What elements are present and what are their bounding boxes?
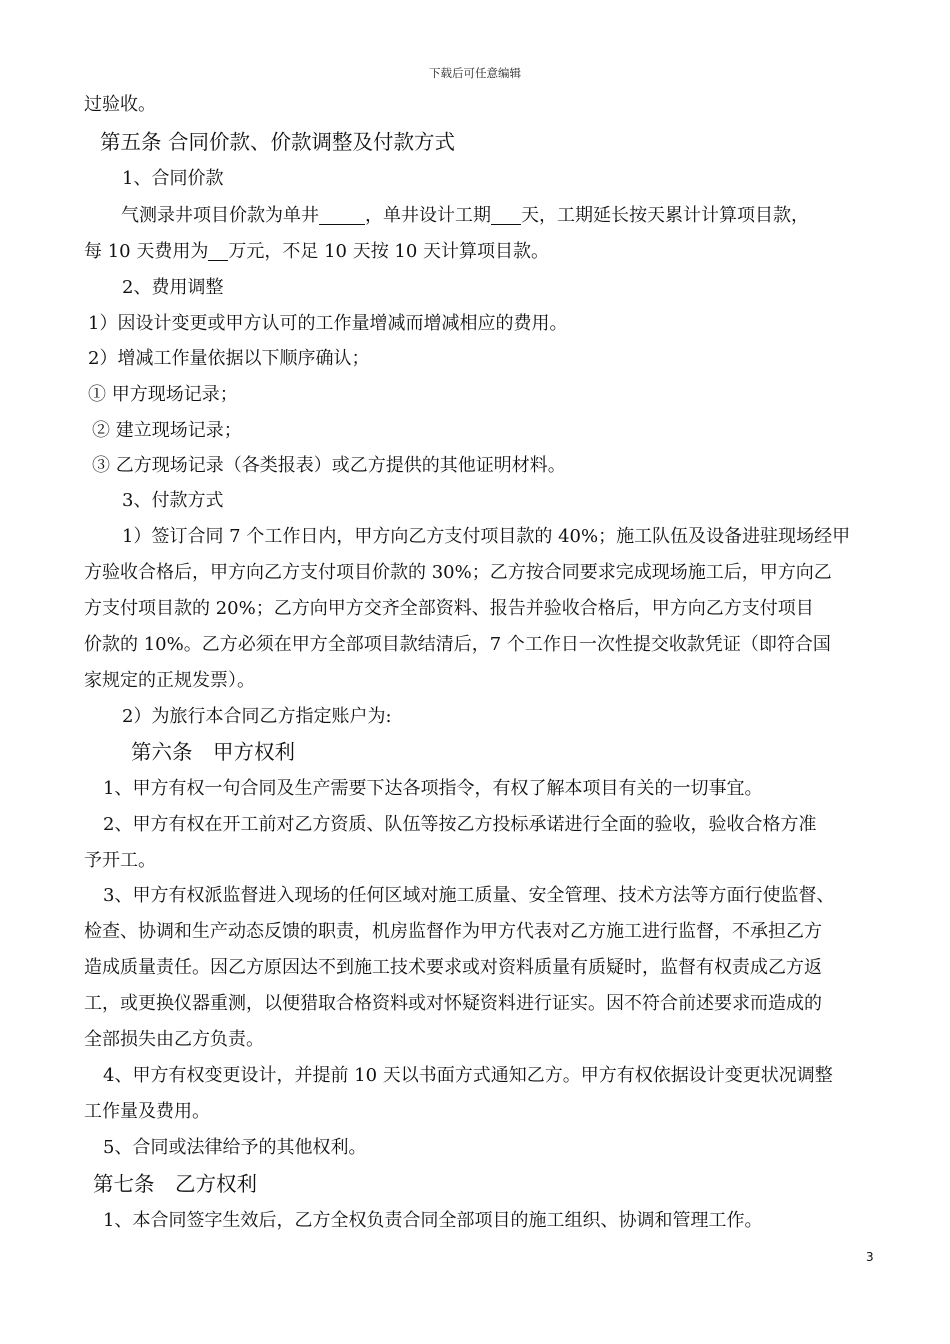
body-text: 1）签订合同 7 个工作日内，甲方向乙方支付项目款的 40%；施工队伍及设备进驻现场经甲 [122,526,851,547]
subsection-heading: 2、费用调整 [122,277,224,298]
section-heading: 第七条 乙方权利 [93,1172,257,1196]
body-text: ① 甲方现场记录； [88,384,238,405]
body-text [121,204,809,228]
text-fragment: ，单井设计工期 [365,205,491,226]
subsection-heading: 1、合同价款 [122,168,224,189]
body-text: 予开工。 [84,850,156,871]
section-heading: 第六条 甲方权利 [131,740,295,764]
blank-underline [208,242,228,261]
body-text: 全部损失由乙方负责。 [84,1029,264,1050]
body-text: 过验收。 [84,94,156,115]
body-text: 3、甲方有权派监督进入现场的任何区域对施工质量、安全管理、技术方法等方面行使监督、 [103,885,835,906]
body-text: 1、甲方有权一句合同及生产需要下达各项指令，有权了解本项目有关的一切事宜。 [103,778,763,799]
body-text: 工，或更换仪器重测，以便猎取合格资料或对怀疑资料进行证实。因不符合前述要求而造成的 [84,993,822,1014]
body-text: 2）增减工作量依据以下顺序确认； [88,348,370,369]
body-text: 家规定的正规发票）。 [84,670,255,691]
blank-underline [491,206,521,225]
text-fragment: 万元，不足 10 天按 10 天计算项目款。 [228,241,550,262]
body-text: 1、本合同签字生效后，乙方全权负责合同全部项目的施工组织、协调和管理工作。 [103,1210,763,1231]
body-text: 工作量及费用。 [84,1101,210,1122]
text-fragment: 气测录井项目价款为单井 [121,205,319,226]
text-fragment: 天，工期延长按天累计计算项目款， [521,205,809,226]
blank-underline [319,206,365,225]
text-fragment: 每 10 天费用为 [84,241,209,262]
body-text: 造成质量责任。因乙方原因达不到施工技术要求或对资料质量有质疑时，监督有权责成乙方返 [84,957,822,978]
body-text: 方支付项目款的 20%；乙方向甲方交齐全部资料、报告并验收合格后，甲方向乙方支付项目 [84,598,814,619]
page-number: 3 [866,1250,874,1264]
body-text [84,240,549,264]
subsection-heading: 3、付款方式 [122,490,224,511]
body-text: 检查、协调和生产动态反馈的职责，机房监督作为甲方代表对乙方施工进行监督，不承担乙方 [84,921,822,942]
body-text: 4、甲方有权变更设计，并提前 10 天以书面方式通知乙方。甲方有权依据设计变更状况调整 [103,1065,833,1086]
body-text: 5、合同或法律给予的其他权利。 [103,1137,367,1158]
body-text: 方验收合格后，甲方向乙方支付项目价款的 30%；乙方按合同要求完成现场施工后，甲方向乙 [84,562,832,583]
section-heading: 第五条 合同价款、价款调整及付款方式 [100,130,456,154]
body-text: ③ 乙方现场记录（各类报表）或乙方提供的其他证明材料。 [92,455,566,476]
page-header: 下载后可任意编辑 [429,66,521,80]
body-text: 2、甲方有权在开工前对乙方资质、队伍等按乙方投标承诺进行全面的验收，验收合格方准 [103,814,817,835]
body-text: 价款的 10%。乙方必须在甲方全部项目款结清后，7 个工作日一次性提交收款凭证（即符合国 [84,634,831,655]
body-text: ② 建立现场记录； [92,420,242,441]
body-text: 2）为旅行本合同乙方指定账户为: [122,706,392,727]
body-text: 1）因设计变更或甲方认可的工作量增减而增减相应的费用。 [88,313,568,334]
